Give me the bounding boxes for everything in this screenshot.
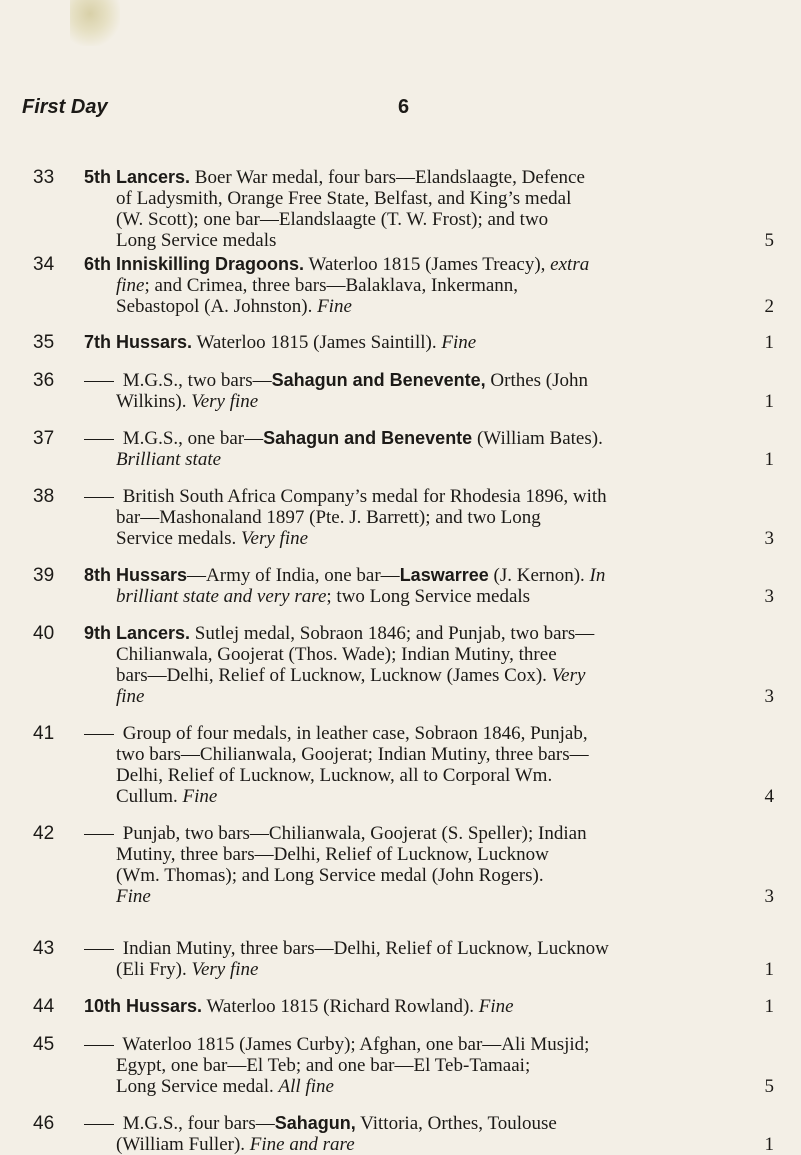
condition-note: Very	[551, 665, 586, 686]
lot-number: 33	[33, 167, 55, 188]
description-line	[84, 844, 774, 865]
paper-stain	[70, 0, 120, 46]
condition-note: Fine	[441, 332, 477, 353]
description-line	[84, 275, 774, 296]
lot-description	[84, 996, 774, 1017]
description-text: (W. Scott); one bar—Elandslaagte (T. W. Frost); and two	[116, 209, 549, 230]
ditto-dash	[84, 834, 114, 835]
description-text: (William Fuller).	[116, 1134, 250, 1155]
lot-description	[84, 370, 774, 412]
condition-note: fine	[116, 686, 145, 707]
quantity: 1	[764, 1134, 774, 1155]
description-line	[84, 865, 774, 886]
page-header	[22, 96, 682, 126]
description-text: bar—Mashonaland 1897 (Pte. J. Barrett); and two Long	[116, 507, 541, 528]
description-text: (Eli Fry).	[116, 959, 192, 980]
description-text: ; and Crimea, three bars—Balaklava, Inkermann,	[144, 275, 519, 296]
description-line	[84, 230, 774, 251]
condition-note: Fine	[317, 296, 352, 317]
description-text: bars—Delhi, Relief of Lucknow, Lucknow (James Cox).	[116, 665, 552, 686]
condition-note: Very fine	[191, 391, 259, 412]
lot-number: 37	[33, 428, 55, 449]
lot-description	[84, 332, 774, 353]
lot-number: 35	[33, 332, 55, 353]
description-text: Sebastopol (A. Johnston).	[116, 296, 318, 317]
regiment-name: 9th Lancers.	[84, 623, 191, 643]
lot-number: 39	[33, 565, 55, 586]
description-text: Indian Mutiny, three bars—Delhi, Relief of Lucknow, Lucknow	[118, 938, 609, 959]
description-line	[84, 623, 774, 644]
description-text: Waterloo 1815 (James Curby); Afghan, one bar—Ali Musjid;	[118, 1034, 590, 1055]
description-text: Service medals.	[116, 528, 242, 549]
description-text: M.G.S., four bars—	[118, 1113, 275, 1134]
description-line	[84, 586, 774, 607]
description-text: Waterloo 1815 (James Treacy),	[304, 254, 551, 275]
lot-description	[84, 486, 774, 549]
description-text: British South Africa Company’s medal for Rhodesia 1896, with	[118, 486, 607, 507]
lot-description	[84, 1113, 774, 1155]
description-line	[84, 188, 774, 209]
description-line	[84, 486, 774, 507]
description-text: Cullum.	[116, 786, 183, 807]
ditto-dash	[84, 381, 114, 382]
clasp-name: Sahagun and Benevente,	[271, 370, 486, 390]
ditto-dash	[84, 1045, 114, 1046]
description-line	[84, 996, 774, 1017]
lot-description	[84, 565, 774, 607]
condition-note: Very fine	[191, 959, 259, 980]
lot-number: 36	[33, 370, 55, 391]
clasp-name: Laswarree	[399, 565, 489, 585]
condition-note: Brilliant state	[116, 449, 222, 470]
lot-number: 40	[33, 623, 55, 644]
regiment-name: 5th Lancers.	[84, 167, 191, 187]
day-heading: First Day	[22, 96, 108, 118]
condition-note: Fine	[116, 886, 151, 907]
regiment-name: 6th Inniskilling Dragoons.	[84, 254, 305, 274]
ditto-dash	[84, 439, 114, 440]
lot-description	[84, 428, 774, 470]
description-line	[84, 765, 774, 786]
description-text: Boer War medal, four bars—Elandslaagte, Defence	[190, 167, 585, 188]
regiment-name: 7th Hussars.	[84, 332, 193, 352]
page-number: 6	[398, 96, 410, 118]
regiment-name: 10th Hussars.	[84, 996, 203, 1016]
quantity: 3	[764, 586, 774, 607]
ditto-dash	[84, 497, 114, 498]
description-line	[84, 786, 774, 807]
description-line	[84, 686, 774, 707]
description-line	[84, 449, 774, 470]
description-text: M.G.S., two bars—	[118, 370, 272, 391]
quantity: 1	[764, 449, 774, 470]
lot-number: 41	[33, 723, 55, 744]
quantity: 5	[764, 230, 774, 251]
quantity: 3	[764, 528, 774, 549]
quantity: 2	[764, 296, 774, 317]
description-line	[84, 254, 774, 275]
description-line	[84, 644, 774, 665]
description-line	[84, 332, 774, 353]
description-line	[84, 823, 774, 844]
description-line	[84, 938, 774, 959]
quantity: 5	[764, 1076, 774, 1097]
lot-description	[84, 723, 774, 807]
description-text: Vittoria, Orthes, Toulouse	[355, 1113, 557, 1134]
condition-note: extra	[550, 254, 590, 275]
description-text: Waterloo 1815 (James Saintill).	[192, 332, 442, 353]
condition-note: Fine and rare	[249, 1134, 355, 1155]
description-text: M.G.S., one bar—	[118, 428, 264, 449]
condition-note: fine	[116, 275, 145, 296]
condition-note: brilliant state and very rare	[116, 586, 327, 607]
lot-number: 44	[33, 996, 55, 1017]
description-line	[84, 391, 774, 412]
lot-description	[84, 167, 774, 251]
description-text: Chilianwala, Goojerat (Thos. Wade); Indian Mutiny, three	[116, 644, 557, 665]
description-text: Sutlej medal, Sobraon 1846; and Punjab, two bars—	[190, 623, 595, 644]
lot-number: 38	[33, 486, 55, 507]
description-line	[84, 959, 774, 980]
description-line	[84, 886, 774, 907]
description-text: Orthes (John	[485, 370, 589, 391]
description-text: Long Service medal.	[116, 1076, 279, 1097]
quantity: 1	[764, 332, 774, 353]
lot-number: 46	[33, 1113, 55, 1134]
description-text: Long Service medals	[116, 230, 277, 251]
description-text: ; two Long Service medals	[326, 586, 531, 607]
description-line	[84, 1034, 774, 1055]
clasp-name: Sahagun and Benevente	[263, 428, 473, 448]
description-text: —Army of India, one bar—	[187, 565, 400, 586]
description-text: Wilkins).	[116, 391, 192, 412]
clasp-name: Sahagun,	[274, 1113, 356, 1133]
lot-number: 43	[33, 938, 55, 959]
description-text: two bars—Chilianwala, Goojerat; Indian Mutiny, three bars—	[116, 744, 589, 765]
description-text: Mutiny, three bars—Delhi, Relief of Lucknow, Lucknow	[116, 844, 549, 865]
description-line	[84, 209, 774, 230]
lot-description	[84, 1034, 774, 1097]
lot-number: 42	[33, 823, 55, 844]
description-line	[84, 723, 774, 744]
description-line	[84, 665, 774, 686]
lot-description	[84, 823, 774, 907]
condition-note: All fine	[278, 1076, 334, 1097]
description-text: Delhi, Relief of Lucknow, Lucknow, all to Corporal Wm.	[116, 765, 553, 786]
description-text: (J. Kernon).	[488, 565, 590, 586]
description-line	[84, 507, 774, 528]
quantity: 1	[764, 996, 774, 1017]
description-text: Punjab, two bars—Chilianwala, Goojerat (S. Speller); Indian	[118, 823, 587, 844]
quantity: 1	[764, 391, 774, 412]
lot-number: 34	[33, 254, 55, 275]
description-line	[84, 1055, 774, 1076]
quantity: 4	[764, 786, 774, 807]
description-text: Waterloo 1815 (Richard Rowland).	[202, 996, 479, 1017]
lot-number: 45	[33, 1034, 55, 1055]
condition-note: In	[589, 565, 606, 586]
lot-description	[84, 254, 774, 317]
description-text: Group of four medals, in leather case, Sobraon 1846, Punjab,	[118, 723, 588, 744]
description-line	[84, 370, 774, 391]
condition-note: Very fine	[241, 528, 309, 549]
description-line	[84, 167, 774, 188]
ditto-dash	[84, 734, 114, 735]
description-line	[84, 528, 774, 549]
description-text: (Wm. Thomas); and Long Service medal (John Rogers).	[116, 865, 544, 886]
description-line	[84, 1076, 774, 1097]
description-text: Egypt, one bar—El Teb; and one bar—El Teb-Tamaai;	[116, 1055, 531, 1076]
quantity: 1	[764, 959, 774, 980]
description-line	[84, 744, 774, 765]
lot-description	[84, 623, 774, 707]
condition-note: Fine	[182, 786, 218, 807]
condition-note: Fine	[478, 996, 514, 1017]
description-text: of Ladysmith, Orange Free State, Belfast, and King’s medal	[116, 188, 572, 209]
ditto-dash	[84, 949, 114, 950]
quantity: 3	[764, 686, 774, 707]
description-text: (William Bates).	[472, 428, 603, 449]
ditto-dash	[84, 1124, 114, 1125]
regiment-name: 8th Hussars	[84, 565, 188, 585]
description-line	[84, 428, 774, 449]
quantity: 3	[764, 886, 774, 907]
description-line	[84, 296, 774, 317]
lot-description	[84, 938, 774, 980]
description-line	[84, 1113, 774, 1134]
description-line	[84, 565, 774, 586]
